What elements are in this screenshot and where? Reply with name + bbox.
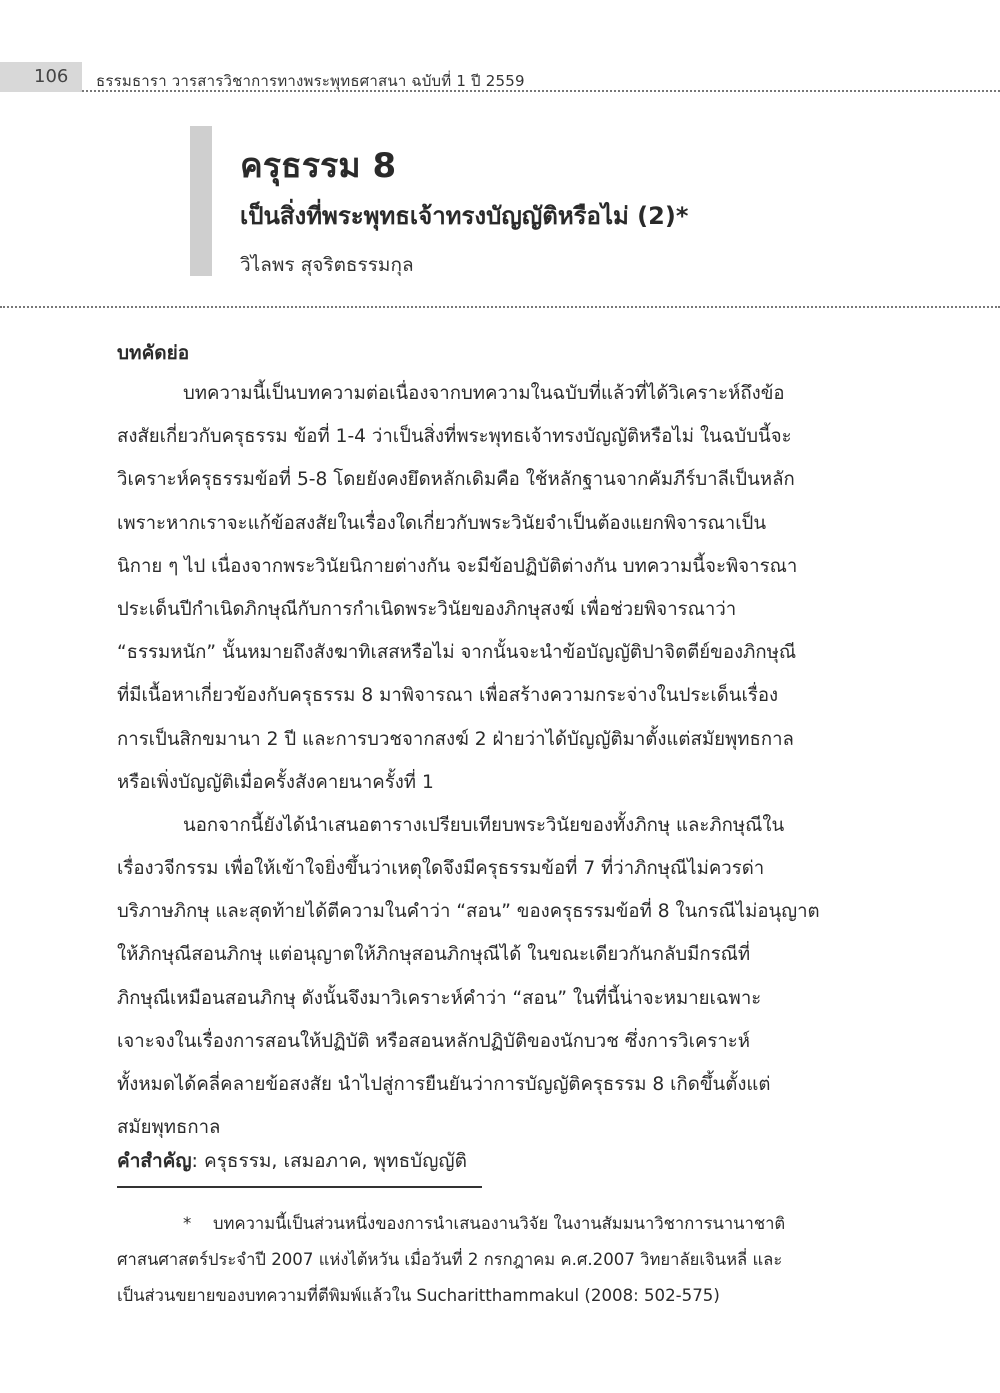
footnote bbox=[117, 1206, 887, 1314]
footnote-line: ศาสนศาสตร์ประจำปี 2007 แห่งไต้หวัน เมื่อวันที่ 2 กรกฎาคม ค.ศ.2007 วิทยาลัยเจินหลี่ และ bbox=[117, 1250, 783, 1269]
title-dotted-rule bbox=[0, 306, 1000, 308]
article-subtitle: เป็นสิ่งที่พระพุทธเจ้าทรงบัญญัติหรือไม่ (2)* bbox=[240, 202, 689, 230]
abstract-body bbox=[117, 372, 887, 1149]
article-title: ครุธรรม 8 bbox=[240, 146, 397, 186]
abstract-line: วิเคราะห์ครุธรรมข้อที่ 5-8 โดยยังคงยึดหลักเดิมคือ ใช้หลักฐานจากคัมภีร์บาลีเป็นหลัก bbox=[117, 469, 795, 491]
page-number: 106 bbox=[34, 66, 69, 87]
abstract-line: บริภาษภิกษุ และสุดท้ายได้ตีความในคำว่า “สอน” ของครุธรรมข้อที่ 8 ในกรณีไม่อนุญาต bbox=[117, 901, 820, 923]
abstract-line: เพราะหากเราจะแก้ข้อสงสัยในเรื่องใดเกี่ยวกับพระวินัยจำเป็นต้องแยกพิจารณาเป็น bbox=[117, 512, 767, 534]
abstract-line: นอกจากนี้ยังได้นำเสนอตารางเปรียบเทียบพระวินัยของทั้งภิกษุ และภิกษุณีใน bbox=[183, 814, 785, 836]
keywords bbox=[117, 1146, 467, 1176]
keywords-label: คำสำคัญ bbox=[117, 1150, 192, 1172]
footnote-line: เป็นส่วนขยายของบทความที่ตีพิมพ์แล้วใน Sucharitthammakul (2008: 502-575) bbox=[117, 1286, 720, 1305]
header-dotted-rule bbox=[82, 90, 1000, 92]
abstract-line: ภิกษุณีเหมือนสอนภิกษุ ดังนั้นจึงมาวิเคราะห์คำว่า “สอน” ในที่นี้น่าจะหมายเฉพาะ bbox=[117, 987, 762, 1009]
article-author: วิไลพร สุจริตธรรมกุล bbox=[240, 254, 414, 276]
abstract-line: การเป็นสิกขมานา 2 ปี และการบวชจากสงฆ์ 2 ฝ่ายว่าได้บัญญัติมาตั้งแต่สมัยพุทธกาล bbox=[117, 728, 794, 750]
abstract-line: นิกาย ๆ ไป เนื่องจากพระวินัยนิกายต่างกัน จะมีข้อปฏิบัติต่างกัน บทความนี้จะพิจารณา bbox=[117, 555, 798, 577]
footnote-text: บทความนี้เป็นส่วนหนึ่งของการนำเสนองานวิจัย ในงานสัมมนาวิชาการนานาชาติ bbox=[213, 1214, 786, 1233]
abstract-line: เรื่องวจีกรรม เพื่อให้เข้าใจยิ่งขึ้นว่าเหตุใดจึงมีครุธรรมข้อที่ 7 ที่ว่าภิกษุณีไม่ควรด่า bbox=[117, 858, 765, 880]
abstract-line: ที่มีเนื้อหาเกี่ยวข้องกับครุธรรม 8 มาพิจารณา เพื่อสร้างความกระจ่างในประเด็นเรื่อง bbox=[117, 685, 779, 707]
abstract-line: สงสัยเกี่ยวกับครุธรรม ข้อที่ 1-4 ว่าเป็นสิ่งที่พระพุทธเจ้าทรงบัญญัติหรือไม่ ในฉบับนี้จะ bbox=[117, 426, 792, 448]
running-header: ธรรมธารา วารสารวิชาการทางพระพุทธศาสนา ฉบับที่ 1 ปี 2559 bbox=[96, 72, 525, 90]
abstract-line: บทความนี้เป็นบทความต่อเนื่องจากบทความในฉบับที่แล้วที่ได้วิเคราะห์ถึงข้อ bbox=[183, 383, 785, 404]
abstract-line: เจาะจงในเรื่องการสอนให้ปฏิบัติ หรือสอนหลักปฏิบัติของนักบวช ซึ่งการวิเคราะห์ bbox=[117, 1030, 751, 1052]
footnote-line bbox=[117, 1206, 887, 1242]
abstract-line: ทั้งหมดได้คลี่คลายข้อสงสัย นำไปสู่การยืนยันว่าการบัญญัติครุธรรม 8 เกิดขึ้นตั้งแต่ bbox=[117, 1074, 771, 1095]
abstract-line: ให้ภิกษุณีสอนภิกษุ แต่อนุญาตให้ภิกษุสอนภิกษุณีได้ ในขณะเดียวกันกลับมีกรณีที่ bbox=[117, 944, 751, 966]
abstract-heading: บทคัดย่อ bbox=[117, 342, 190, 364]
footnote-rule bbox=[117, 1186, 482, 1188]
abstract-line: สมัยพุทธกาล bbox=[117, 1117, 221, 1139]
abstract-line: “ธรรมหนัก” นั้นหมายถึงสังฆาทิเสสหรือไม่ จากนั้นจะนำข้อบัญญัติปาจิตตีย์ของภิกษุณี bbox=[117, 642, 797, 664]
abstract-line: ประเด็นปีกำเนิดภิกษุณีกับการกำเนิดพระวินัยของภิกษุสงฆ์ เพื่อช่วยพิจารณาว่า bbox=[117, 598, 737, 620]
abstract-line: หรือเพิ่งบัญญัติเมื่อครั้งสังคายนาครั้งที่ 1 bbox=[117, 771, 434, 793]
title-accent-bar bbox=[190, 126, 212, 276]
keywords-values: : ครุธรรม, เสมอภาค, พุทธบัญญัติ bbox=[191, 1150, 467, 1172]
footnote-marker: * bbox=[183, 1214, 192, 1233]
